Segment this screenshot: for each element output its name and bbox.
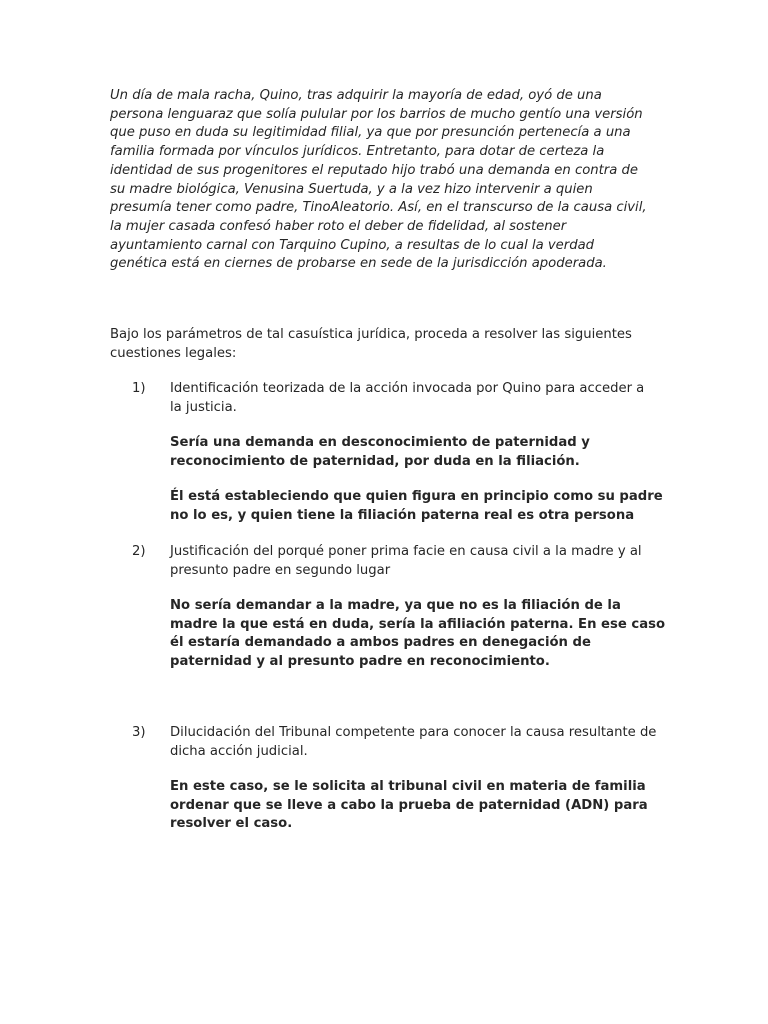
answer-paragraph: Él está estableciendo que quien figura en principio como su padre no lo es, y quien tiene la filiación paterna real es otra persona bbox=[170, 489, 663, 523]
answer-paragraph: En este caso, se le solicita al tribunal civil en materia de familia ordenar que se lleve a cabo la prueba de paternidad (ADN) para resolver el caso. bbox=[170, 779, 648, 832]
answer-paragraph: Sería una demanda en desconocimiento de paternidad y reconocimiento de paternidad, por duda en la filiación. bbox=[170, 435, 590, 469]
question-number: 1) bbox=[132, 381, 146, 396]
question-text: Identificación teorizada de la acción invocada por Quino para acceder a la justicia. bbox=[170, 381, 645, 415]
instructions-paragraph: Bajo los parámetros de tal casuística jurídica, proceda a resolver las siguientes cuestiones legales: bbox=[110, 327, 632, 361]
question-number: 2) bbox=[132, 544, 146, 559]
answer-paragraph: No sería demandar a la madre, ya que no es la filiación de la madre la que está en duda, sería la afiliación paterna. En ese caso él estaría demandado a ambos padres en denegación de paternidad y al presunto padre en reconocimiento. bbox=[170, 598, 666, 670]
intro-paragraph: Un día de mala racha, Quino, tras adquirir la mayoría de edad, oyó de una persona lenguaraz que solía pulular por los barrios de mucho gentío una versión que puso en duda su legitimidad filial, ya que por presunción pertenecía a una familia formada por vínculos jurídicos. Entretanto, para dotar de certeza la identidad de sus progenitores el reputado hijo trabó una demanda en contra de su madre biológica, Venusina Suertuda, y a la vez hizo intervenir a quien presumía tener como padre, TinoAleatorio. Así, en el transcurso de la causa civil, la mujer casada confesó haber roto el deber de fidelidad, al sostener ayuntamiento carnal con Tarquino Cupino, a resultas de lo cual la verdad genética está en ciernes de probarse en sede de la jurisdicción apoderada. bbox=[110, 88, 647, 272]
question-number: 3) bbox=[132, 725, 146, 740]
question-text: Justificación del porqué poner prima facie en causa civil a la madre y al presunto padre en segundo lugar bbox=[170, 544, 642, 578]
question-text: Dilucidación del Tribunal competente para conocer la causa resultante de dicha acción judicial. bbox=[170, 725, 657, 759]
